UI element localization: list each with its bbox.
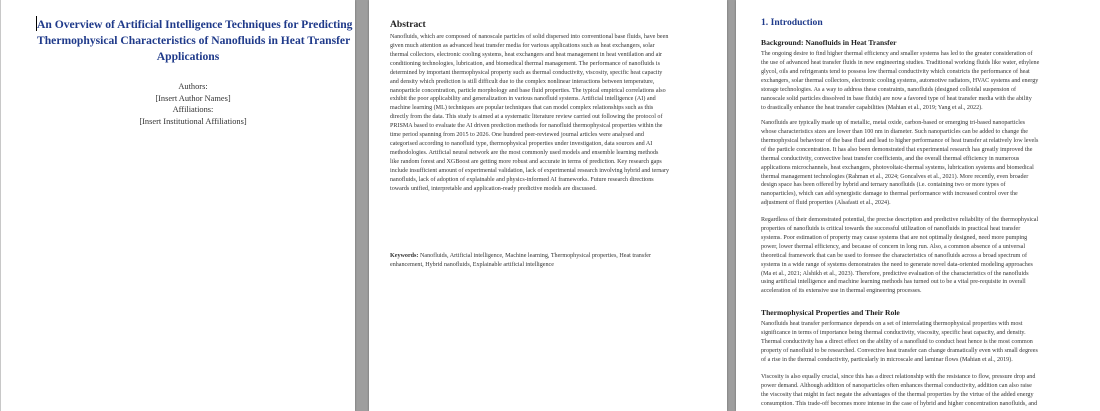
text-line: theoretical framework that can be used to foresee the characteristics of nanofluids across a broad spectrum of [761,252,1027,259]
author-block[interactable] [83,81,303,127]
text-line: Nanofluids, which are composed of nanoscale particles of solid dispersed into conventional base fluids, have been [390,34,669,40]
text-line: Nanofluids heat transfer performance depends on a set of interrelating thermophysical properties with most [761,321,1023,327]
text-line: nanofluids, lack of adoption of explainable and physics-informed AI frameworks. Future research directions [390,176,654,183]
text-line: methodologies. Artificial neural network are the most commonly used models and ensemble learning methods [390,149,659,156]
text-line: systems in a wide range of systems demonstrates the need to generate novel data-oriented modeling approaches [761,261,1033,268]
text-line: systems. Poor estimation of property may cause systems that are not optimally designed, need more pumping [761,234,1028,241]
text-line: the viscosity that might in fact negate the advantages of the thermal properties by the virtue of the added energy [761,391,1034,398]
text-line: properties of nanofluids is critical towards the successful utilization of nanofluids in practical heat transfer [761,225,1021,232]
affiliations-label: Affiliations: [172,105,214,115]
text-line: using artificial intelligence and machine learning methods has turned out to be a vital pre-requisite in overall [761,279,1026,286]
text-line: directly from the data. This study is aimed at a systematic literature review carried out following the protocol of [390,114,663,121]
text-line: thermal collectors, electronic cooling systems, heat exchangers and heat management in heat ventilation and air [390,51,663,58]
text-line: acceleration of its extensive use in thermal engineering processes. [761,288,922,295]
text-line: Viscosity is also equally crucial, since this has a direct relationship with the resistance to flow, pressure drop and [761,374,1036,380]
text-line: The ongoing desire to find higher thermal efficiency and smaller systems has led to the greater consideration of [761,51,1033,57]
title-line: Thermophysical Characteristics of Nanofluids in Heat Transfer [37,34,351,47]
abstract-body[interactable] [390,33,712,194]
text-line: include insufficient amount of experimental validation, lack of experimental research involving hybrid and ternary [390,167,670,174]
text-line: given much attention as advanced heat transfer media for various applications such as heat exchangers, solar [390,42,655,49]
subheading-background: Background: Nanofluids in Heat Transfer [761,38,897,47]
authors-label: Authors: [178,82,208,91]
text-line: the use of advanced heat transfer fluids in new engineering studies. Traditional working fluids like water, ethylene [761,59,1040,66]
text-line: thermal conductivity, convective heat transfer coefficients, and the overall thermal efficiency in numerous [761,155,1020,162]
paragraph[interactable] [761,373,1088,409]
text-line: (Ma et al., 2021; Alshikh et al., 2023). Therefore, predictive evaluation of the characteristics of the nanofluids [761,270,1029,277]
text-line: storage technologies. As a way to address these constraints, nanofluids (designed colloidal suspension of [761,86,1017,93]
author-names: [Insert Author Names] [155,93,231,103]
document-page-1[interactable] [0,0,355,411]
text-line: towards unified, interpretable and application-ready predictive models are discussed. [390,185,597,192]
affiliation-names: [Insert Institutional Affiliations] [139,116,247,126]
paragraph[interactable] [761,320,1088,365]
text-line: of a rise in the thermal conductivity, particularly in microscale and laminar flows (Mahian et al., 2019). [761,356,1013,363]
paper-title[interactable] [37,17,353,65]
text-line: determined by important thermophysical property such as thermal conductivity, viscosity, specific heat capacity [390,69,663,76]
abstract-heading: Abstract [390,19,426,30]
text-line: and density which prediction is still difficult due to the complex nonlinear interactions between temperature, [390,78,655,85]
text-line: machine learning (ML) techniques are popular techniques that can model complex relationships such as this [390,105,654,112]
keywords-block[interactable] [390,252,712,270]
paragraph[interactable] [761,119,1088,208]
text-line: power demand. Although addition of nanoparticles often enhances thermal conductivity, addition can also raise [761,382,1032,389]
keywords-line: enhancement, Hybrid nanofluids, Explainable artificial intelligence [390,261,554,268]
title-line: An Overview of Artificial Intelligence Techniques for Predicting [37,18,353,31]
paragraph[interactable] [761,50,1088,112]
text-line: nanoparticle concentration, particle morphology and base fluid properties. The typical empirical correlations also [390,87,666,94]
text-line: like random forest and XGBoost are getting more robust and accurate in terms of prediction. Key research gaps [390,158,662,165]
text-line: power, lower thermal efficiency, and because of concern in long run. Also, a common absence of a universal [761,243,1026,250]
text-line: thermophysical behaviour of the base fluid and lead to higher performance of heat transfer at relatively low levels [761,137,1039,144]
keywords-line [390,252,712,261]
subheading-properties: Thermophysical Properties and Their Role [761,308,900,317]
text-line: Thermal conductivity has a direct effect on the ability of a nanofluid to conduct heat hence is the most common [761,338,1033,345]
text-line: PRISMA based to evaluate the AI driven prediction methods for nanofluid thermophysical properties within the [390,123,663,130]
keywords-text: Nanofluids, Artificial intelligence, Machine learning, Thermophysical properties, Heat transfer [418,253,651,259]
text-line: Nanofluids are typically made up of metallic, metal oxide, carbon-based or emerging tri-based nanoparticles [761,120,1026,126]
text-line: design space has been offered by hybrid and ternary nanofluids (i.e. containing two or more types of [761,182,1006,189]
text-line: nanoscale solid particles dissolved in base fluids) are now a favored type of heat transfer media with the ability [761,95,1032,102]
text-line: property of nanofluid to be researched. Convective heat transfer can change dramatically even with small degrees [761,347,1038,354]
text-line: exhibit the poor applicability and generalization in various nanofluid systems. Artificial intelligence (AI) and [390,96,656,103]
text-line: significance in terms of importance being thermal conductivity, viscosity, specific heat capacity, and density. [761,329,1026,336]
section-heading: 1. Introduction [761,17,823,28]
title-line: Applications [156,50,220,63]
text-line: categorised according to nanofluid type, thermophysical properties under investigation, data sources and AI [390,141,653,148]
text-line: nanoparticles), which can add synergistic damage to thermal performance with increased control over the [761,191,1018,198]
text-line: time period spanning from 2015 to 2026. One hundred peer-reviewed journal articles were analysed and [390,132,644,139]
paragraph[interactable] [761,216,1088,296]
text-line: of the particle concentration. It has also been demonstrated that experimental research has greatly improved the [761,146,1033,153]
text-line: consumption. This trade-off becomes more intense in the case of hybrid and higher concentration nanofluids, and [761,400,1038,407]
text-line: whose characteristics sizes are lower than 100 nm in diameter. Such nanoparticles can be added to change the [761,128,1029,135]
text-line: conditioning technologies, lubrication, and biomedical thermal management. The performance of nanofluids is [390,60,660,67]
document-page-3[interactable] [736,0,1100,411]
text-line: glycol, oils and refrigerants tend to possess low thermal conductivity which constricts the performance of heat [761,68,1030,75]
text-line: applications microchannels, heat exchangers, photovoltaic-thermal systems, lubrication systems and biomedical [761,164,1034,171]
document-page-2[interactable] [369,0,727,411]
text-line: Regardless of their demonstrated potential, the precise description and predictive reliability of the thermophysical [761,217,1039,223]
text-line: thermal management technologies (Rahman et al., 2024; Goncalves et al., 2021). More recently, even broader [761,173,1029,180]
text-line: exchangers, solar thermal collectors, electronic cooling systems, automotive radiators, HVAC systems and energy [761,77,1039,84]
keywords-label: Keywords: [390,253,419,259]
text-line: to drastically enhance the heat transfer capabilities (Mahian et al., 2019; Yang et al., 2022). [761,104,983,111]
text-line: adjustment of fluid properties (Alsafasti et al., 2024). [761,200,891,207]
